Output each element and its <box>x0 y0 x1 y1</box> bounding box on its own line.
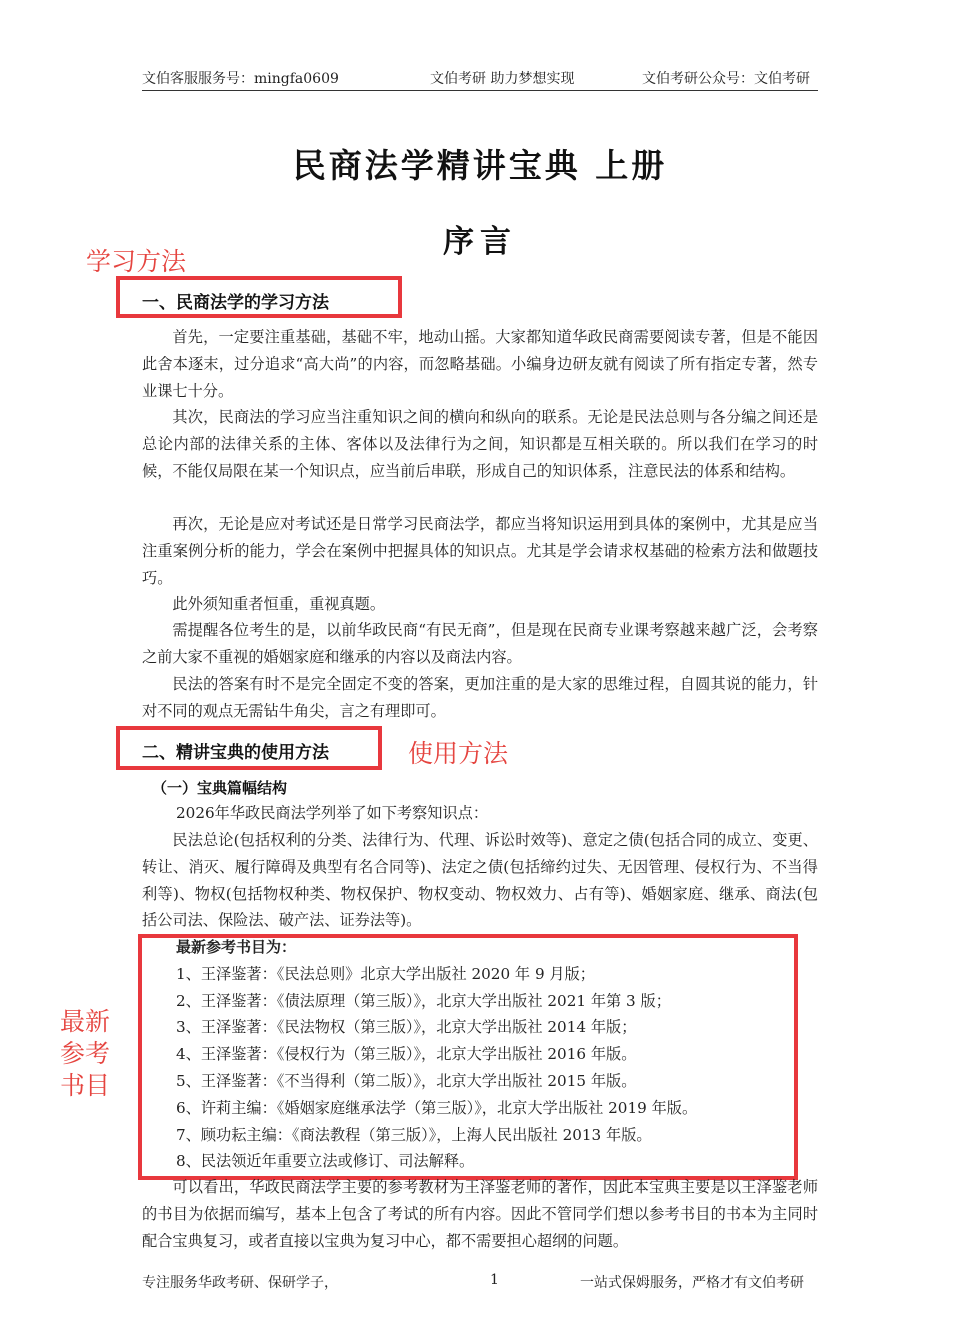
annotation-latest-references-line-2: 参考 <box>60 1039 111 1068</box>
section1-paragraph-4: 此外须知重者恒重，重视真题。 <box>172 595 386 613</box>
reference-list-heading: 最新参考书目为： <box>176 938 297 956</box>
header-right-text: 文伯考研公众号：文伯考研 <box>642 71 810 87</box>
document-title: 民商法学精讲宝典 上册 <box>292 146 668 185</box>
section1-paragraph-5: 需提醒各位考生的是，以前华政民商“有民无商”，但是现在民商专业课考察越来越广泛，会考察之前大家不重视的婚姻家庭和继承的内容以及商法内容。 <box>142 621 818 666</box>
section2-intro-line: 2026年华政民商法学列举了如下考察知识点： <box>176 804 489 822</box>
header-left-text: 文伯客服服务号：mingfa0609 <box>142 71 339 87</box>
reference-item: 1、王泽鉴著：《民法总则》北京大学出版社 2020 年 9 月版； <box>176 964 595 983</box>
header-center-text: 文伯考研 助力梦想实现 <box>430 71 575 87</box>
page-number: 1 <box>490 1272 499 1288</box>
reference-item: 5、王泽鉴著：《不当得利（第二版）》，北京大学出版社 2015 年版。 <box>176 1071 637 1090</box>
footer-right-text: 一站式保姆服务，严格才有文伯考研 <box>580 1275 804 1291</box>
reference-item: 3、王泽鉴著：《民法物权（第三版）》，北京大学出版社 2014 年版； <box>176 1018 637 1037</box>
reference-item: 8、民法领近年重要立法或修订、司法解释。 <box>176 1152 475 1171</box>
annotation-study-method: 学习方法 <box>86 247 187 276</box>
header-divider <box>142 90 818 91</box>
section1-paragraph-6: 民法的答案有时不是完全固定不变的答案，更加注重的是大家的思维过程，自圆其说的能力，针对不同的观点无需钻牛角尖，言之有理即可。 <box>142 675 818 720</box>
footer-left-text: 专注服务华政考研、保研学子， <box>142 1275 338 1291</box>
knowledge-points-paragraph: 民法总论(包括权利的分类、法律行为、代理、诉讼时效等)、意定之债(包括合同的成立、变更、转让、消灭、履行障碍及典型有名合同等)、法定之债(包括缔约过失、无因管理、侵权行为、不当得利等)、物权(包括物权种类、物权保护、物权变动、物权效力、占有等)、婚姻家庭、继承、商法(包括公司法、保险法、破产法、证券法等)。 <box>142 831 818 930</box>
annotation-latest-references-line-3: 书目 <box>60 1071 111 1100</box>
reference-item: 4、王泽鉴著：《侵权行为（第三版）》，北京大学出版社 2016 年版。 <box>176 1045 637 1064</box>
closing-paragraph: 可以看出，华政民商法学主要的参考教材为王泽鉴老师的著作，因此本宝典主要是以王泽鉴老师的书目为依据而编写，基本上包含了考试的所有内容。因此不管同学们想以参考书目的书本为主同时配合宝典复习，或者直接以宝典为复习中心，都不需要担心超纲的问题。 <box>142 1178 818 1250</box>
reference-item: 7、顾功耘主编：《商法教程（第三版）》，上海人民出版社 2013 年版。 <box>176 1125 652 1144</box>
section1-heading: 一、民商法学的学习方法 <box>142 293 329 313</box>
section1-paragraph-3: 再次，无论是应对考试还是日常学习民商法学，都应当将知识运用到具体的案例中，尤其是应当注重案例分析的能力，学会在案例中把握具体的知识点。尤其是学会请求权基础的检索方法和做题技巧。 <box>142 515 818 587</box>
reference-item: 6、许莉主编：《婚姻家庭继承法学（第三版）》，北京大学出版社 2019 年版。 <box>176 1098 698 1117</box>
reference-list <box>176 934 697 1175</box>
section2-subheading: （一）宝典篇幅结构 <box>152 779 288 797</box>
annotation-latest-references <box>60 1006 110 1102</box>
annotation-usage-method: 使用方法 <box>408 739 509 768</box>
preface-title: 序言 <box>443 224 517 260</box>
section1-paragraph-2: 其次，民商法的学习应当注重知识之间的横向和纵向的联系。无论是民法总则与各分编之间还是总论内部的法律关系的主体、客体以及法律行为之间，知识都是互相关联的。所以我们在学习的时候，不能仅局限在某一个知识点，应当前后串联，形成自己的知识体系，注意民法的体系和结构。 <box>142 408 818 480</box>
section1-paragraph-1: 首先，一定要注重基础，基础不牢，地动山摇。大家都知道华政民商需要阅读专著，但是不能因此舍本逐末，过分追求“高大尚”的内容，而忽略基础。小编身边研友就有阅读了所有指定专著，然专业课七十分。 <box>142 328 818 400</box>
reference-item: 2、王泽鉴著：《债法原理（第三版）》，北京大学出版社 2021 年第 3 版； <box>176 991 671 1010</box>
annotation-latest-references-line-1: 最新 <box>60 1007 111 1036</box>
section2-heading: 二、精讲宝典的使用方法 <box>142 743 329 763</box>
